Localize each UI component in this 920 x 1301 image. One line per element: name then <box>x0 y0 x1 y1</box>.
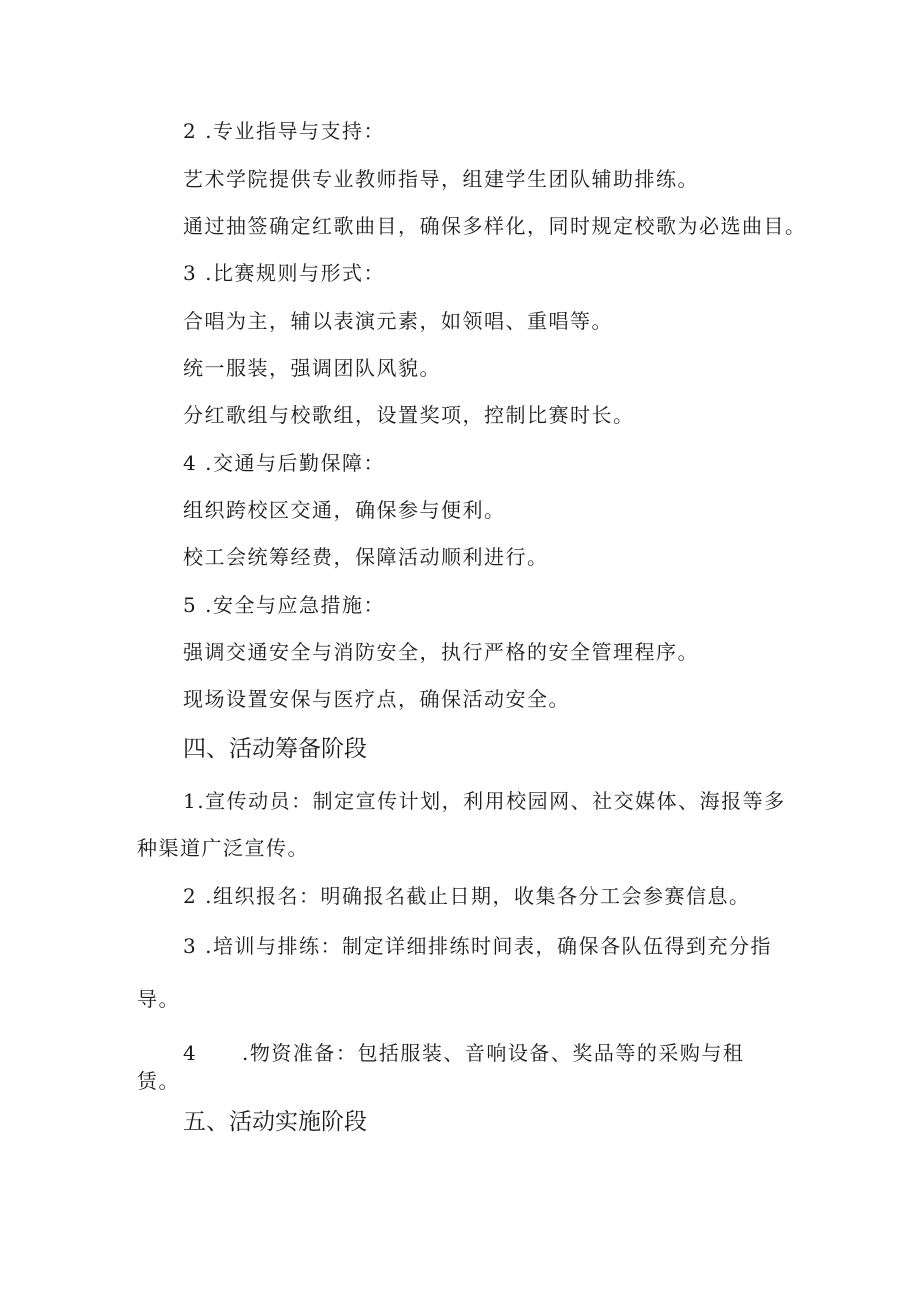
paragraph: .物资准备：包括服装、音响设备、奖品等的采购与租 <box>242 1041 745 1065</box>
paragraph: 合唱为主，辅以表演元素，如领唱、重唱等。 <box>183 309 613 333</box>
item-2-title: 2 .专业指导与支持： <box>183 119 385 143</box>
paragraph: 统一服装，强调团队风貌。 <box>183 356 441 380</box>
list-number: 4 <box>183 1041 198 1065</box>
paragraph: 艺术学院提供专业教师指导，组建学生团队辅助排练。 <box>183 167 699 191</box>
paragraph: 赁。 <box>137 1069 180 1093</box>
paragraph: 种渠道广泛宣传。 <box>137 836 309 860</box>
paragraph: 现场设置安保与医疗点，确保活动安全。 <box>183 687 570 711</box>
paragraph: 导。 <box>137 987 180 1011</box>
paragraph: 2 .组织报名：明确报名截止日期，收集各分工会参赛信息。 <box>183 884 751 908</box>
paragraph: 1.宣传动员：制定宣传计划，利用校园网、社交媒体、海报等多 <box>183 789 786 813</box>
paragraph: 校工会统筹经费，保障活动顺利进行。 <box>183 545 549 569</box>
section-4-heading: 四、活动筹备阶段 <box>183 736 367 762</box>
item-3-title: 3 .比赛规则与形式： <box>183 261 385 285</box>
paragraph: 组织跨校区交通，确保参与便利。 <box>183 498 506 522</box>
item-4-title: 4 .交通与后勤保障： <box>183 451 385 475</box>
paragraph: 通过抽签确定红歌曲目，确保多样化，同时规定校歌为必选曲目。 <box>183 214 807 238</box>
section-5-heading: 五、活动实施阶段 <box>183 1109 367 1135</box>
item-5-title: 5 .安全与应急措施： <box>183 593 385 617</box>
paragraph: 分红歌组与校歌组，设置奖项，控制比赛时长。 <box>183 403 635 427</box>
paragraph: 3 .培训与排练：制定详细排练时间表，确保各队伍得到充分指 <box>183 934 772 958</box>
paragraph: 强调交通安全与消防安全，执行严格的安全管理程序。 <box>183 640 699 664</box>
